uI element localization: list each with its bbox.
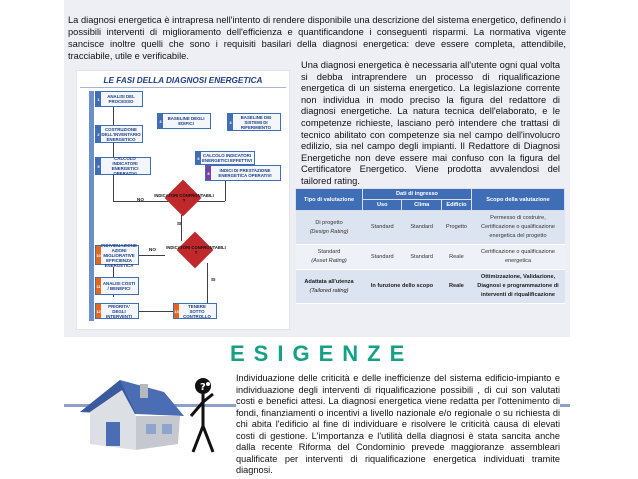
connector-line — [113, 107, 114, 127]
phase-number: 5 — [96, 158, 101, 174]
connector-line — [137, 311, 173, 312]
phase-box — [227, 113, 281, 131]
flow-si-label: SI — [177, 221, 182, 226]
scope-cell: Permesso di costruire, Certificazione o qualificazione energetica del progetto — [472, 211, 565, 245]
phases-diagram — [76, 70, 290, 330]
scope-cell: Certificazione o qualificazione energetica — [472, 245, 565, 270]
flow-no-label: NO — [149, 247, 156, 252]
type-sub: (Asset Rating) — [311, 258, 347, 264]
use-cell: Standard — [363, 245, 402, 270]
table-row — [296, 270, 565, 304]
phase-label: PRIORITA' DEGLI INTERVENTI — [105, 303, 133, 319]
intro-paragraph: La diagnosi energetica è intrapresa nell'intento di rendere disponibile una descrizione del sistema energetico, definendo i possibili interventi di miglioramento dell'efficienza e quantificandone i conseguenti risparmi. La normativa vigente sancisce inoltre quelli che sono i requisiti basilari della diagnosi energetica: deve essere completa, attendibile, tracciabile, utile e verificabile. — [68, 15, 566, 61]
flow-no-label: NO — [137, 197, 144, 202]
flow-si-label: SI — [211, 277, 216, 282]
thinking-person-icon — [183, 376, 223, 456]
rating-table — [295, 188, 565, 304]
section-title: ESIGENZE — [230, 341, 414, 366]
phase-box — [95, 242, 139, 268]
phase-number: 13 — [174, 304, 179, 318]
phase-label: BASELINE DEGLI EDIFICI — [167, 116, 205, 126]
phase-number: 6 — [196, 152, 201, 164]
phase-label: INDICI DI PRESTAZIONE ENERGETICA OPERATIVI — [218, 168, 272, 178]
decision-label: INDICATORI CONFRONTABILI ? — [154, 193, 214, 203]
phase-number: 10 — [96, 246, 101, 264]
phase-label: INDIVIDUAZIONE AZIONI MIGLIORATIVE EFFICIENZA ENERGETICA — [101, 242, 137, 268]
phase-label: COSTRUZIONE DELL'INVENTARIO ENERGETICO — [101, 126, 141, 142]
svg-text:?: ? — [200, 382, 206, 393]
decision-diamond — [153, 187, 215, 217]
house-icon — [76, 370, 188, 452]
phase-number: 4 — [228, 114, 233, 130]
phase-number: 12 — [96, 304, 101, 318]
type-name: Standard — [317, 249, 341, 255]
table-row — [296, 245, 565, 270]
decision-label: INDICATORI CONFRONTABILI ? — [166, 245, 226, 255]
phase-label: CALCOLO INDICATORI ENERGETICI OPERATIVI — [111, 156, 139, 176]
bottom-paragraph: Individuazione delle criticità e delle inefficienze del sistema edificio-impianto e individuazione degli interventi di riqualificazione possibili , di cui son valutati costi e benefici attesi. La diagnosi energetica viene redatta per l'ottenimento di fondi, finanziamenti o incentivi a livello nazionale e/o regionale o su richiesta di chi abita l'edificio al fine di individuare e risolvere le criticità causa di elevati costi di gestione. L'importanza e l'utilità della diagnosi è stata sancita anche dalla recente Riforma del Condominio prevede maggioranze assembleari qualificate per interventi di riqualificazione energetica individuati tramite diagnosi. — [236, 373, 560, 475]
connector-line — [181, 215, 182, 241]
phase-box — [95, 125, 143, 143]
diagram-title: LE FASI DELLA DIAGNOSI ENERGETICA — [80, 76, 286, 88]
header-type: Tipo di valutazione — [296, 189, 363, 211]
header-input: Dati di ingresso — [363, 189, 472, 200]
scope-cell: Ottimizzazione, Validazione, Diagnosi e programmazione di interventi di riqualificazione — [472, 270, 565, 304]
phase-box — [195, 151, 255, 165]
connector-line — [137, 255, 165, 256]
diagram-rail — [89, 91, 94, 321]
phase-number: 11 — [96, 278, 101, 294]
table-row — [296, 211, 565, 245]
type-cell — [296, 211, 363, 245]
decision-diamond — [165, 239, 227, 269]
type-cell — [296, 270, 363, 304]
phase-box — [205, 165, 281, 181]
phase-box — [95, 157, 151, 175]
building-cell: Reale — [441, 270, 471, 304]
type-name: Di progetto — [315, 219, 343, 226]
climate-cell: Standard — [402, 211, 441, 245]
connector-line — [113, 175, 114, 201]
climate-cell: Standard — [402, 245, 441, 270]
type-cell — [296, 245, 363, 270]
phase-label: CALCOLO INDICATORI ENERGETICI EFFETTIVI — [202, 153, 253, 163]
phase-label: ANALISI DEL PROCESSO — [107, 94, 135, 104]
phase-box — [95, 91, 143, 107]
merged-cell: In funzione dello scopo — [363, 270, 442, 304]
header-use: Uso — [363, 200, 402, 211]
use-cell: Standard — [363, 211, 402, 245]
phase-number: 3 — [158, 114, 163, 128]
right-paragraph: Una diagnosi energetica è necessaria all'utente ogni qual volta si debba intraprendere un processo di riqualificazione energetica di un sistema energetico. La legislazione corrente non individua in modo preciso la figura del redattore di diagnosi energetiche. La natura tecnica dell'elaborato, e le competenze richieste, lasciano però intendere che trattasi di tecnico abilitato con competenze sia nel campo dell'involucro edilizio, sia nel campo degli impianti. Il Redattore di Diagnosi Energetiche non deve essere mai confuso con la figura del Certificatore Energetico. Viene prodotta avvalendosi del tailored rating. — [301, 60, 560, 186]
phase-label: BASELINE DEI SISTEMI DI RIFERIMENTO — [240, 114, 272, 130]
header-climate: Clima — [402, 200, 441, 211]
type-name: Adattata all'utenza — [304, 278, 354, 285]
phase-label: ANALISI COSTI / BENEFICI — [102, 281, 136, 291]
phase-box — [95, 303, 139, 319]
phase-number: 2 — [96, 126, 101, 142]
phase-number: 8 — [206, 166, 211, 180]
building-cell: Reale — [441, 245, 471, 270]
header-building: Edificio — [441, 200, 471, 211]
type-sub: (Design Rating) — [309, 228, 349, 235]
phase-box — [173, 303, 217, 319]
header-scope: Scopo della valutazione — [472, 189, 565, 211]
phase-box — [95, 277, 139, 295]
building-cell: Progetto — [441, 211, 471, 245]
phase-number: 1 — [96, 92, 101, 106]
phase-label: TENERE SOTTO CONTROLLO — [183, 303, 211, 319]
type-sub: (Tailored rating) — [309, 287, 349, 294]
connector-line — [207, 263, 208, 303]
phase-box — [157, 113, 211, 129]
connector-line — [113, 143, 114, 157]
